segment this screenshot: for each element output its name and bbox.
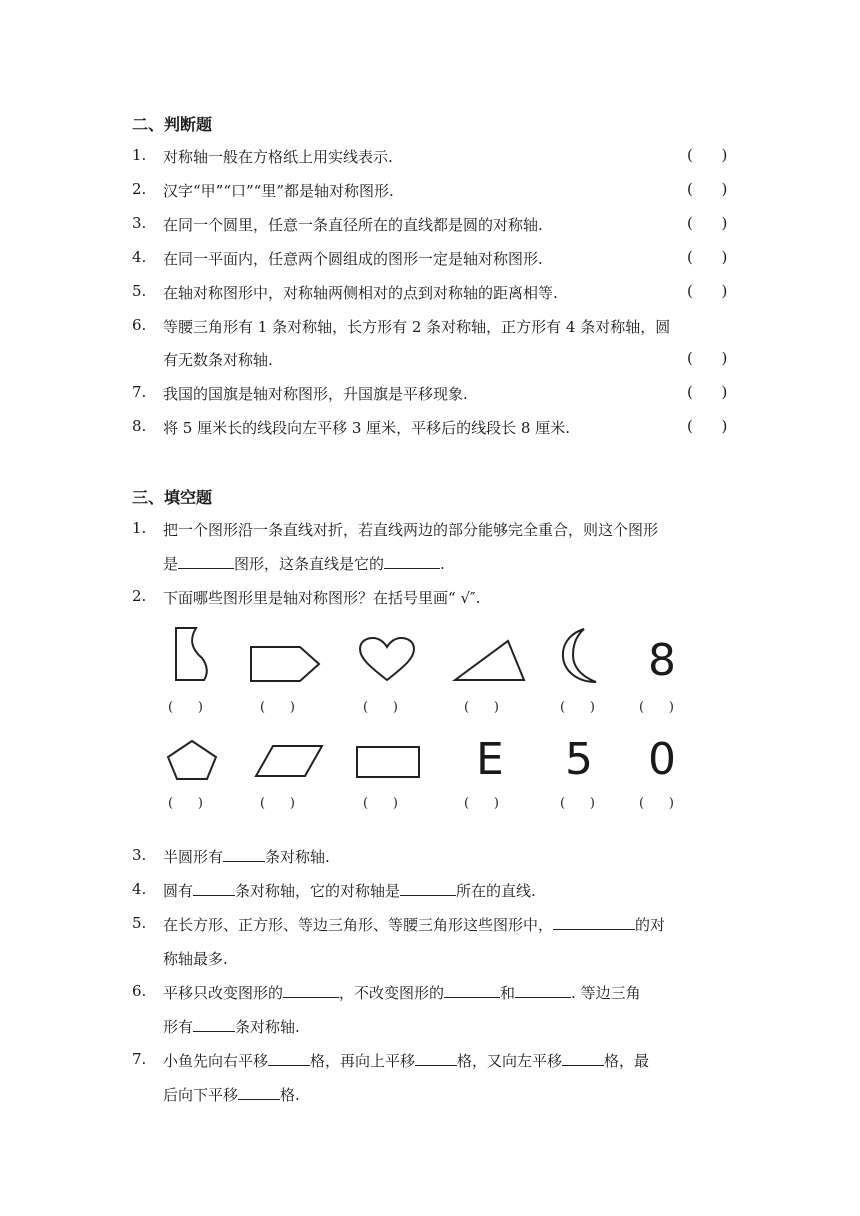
item-number: 2.: [132, 587, 147, 605]
section-title-fill-blank: 三、填空题: [132, 488, 213, 507]
parallelogram-figure: [253, 743, 325, 779]
item-number: 8.: [132, 417, 147, 435]
figure-answer-parentheses[interactable]: ( ): [168, 700, 203, 715]
blank-line[interactable]: [238, 1085, 280, 1100]
blank-line[interactable]: [384, 554, 440, 569]
judgment-item-text: 在同一平面内，任意两个圆组成的图形一定是轴对称图形.: [163, 250, 543, 268]
figure-answer-parentheses[interactable]: ( ): [639, 700, 674, 715]
item-number: 1.: [132, 146, 147, 164]
pentagon-figure: [165, 738, 219, 782]
item-number: 1.: [132, 519, 147, 537]
fill-item-text: 下面哪些图形里是轴对称图形？在括号里画“ √″.: [163, 589, 481, 607]
judgment-item-text: 等腰三角形有 1 条对称轴，长方形有 2 条对称轴，正方形有 4 条对称轴，圆: [163, 318, 671, 336]
fill-item-text: 把一个图形沿一条直线对折，若直线两边的部分能够完全重合，则这个图形: [163, 521, 659, 539]
fill-item-text-cont: 形有 条对称轴.: [163, 1018, 300, 1036]
heart-figure: [357, 636, 417, 684]
answer-parentheses[interactable]: ( ): [687, 282, 728, 300]
fill-item-text: 半圆形有 条对称轴.: [163, 848, 330, 866]
fill-item-text: 小鱼先向右平移 格，再向上平移 格，又向左平移 格，最: [163, 1052, 650, 1070]
judgment-item-text: 对称轴一般在方格纸上用实线表示.: [163, 148, 393, 166]
figure-answer-parentheses[interactable]: ( ): [560, 700, 595, 715]
figure-answer-parentheses[interactable]: ( ): [168, 796, 203, 811]
blank-line[interactable]: [283, 983, 339, 998]
fill-item-text: 是 图形，这条直线是它的 .: [163, 555, 445, 573]
item-number: 6.: [132, 316, 147, 334]
blank-line[interactable]: [193, 881, 235, 896]
fill-item-text-cont: 称轴最多.: [163, 950, 228, 968]
curved-shape-figure: [170, 626, 216, 684]
item-number: 3.: [132, 846, 147, 864]
digit-8-figure: 8: [648, 635, 676, 686]
blank-line[interactable]: [562, 1051, 604, 1066]
answer-parentheses[interactable]: ( ): [687, 180, 728, 198]
answer-parentheses[interactable]: ( ): [687, 349, 728, 367]
section-title-judgment: 二、判断题: [132, 115, 213, 134]
fill-item-text: 圆有 条对称轴，它的对称轴是 所在的直线.: [163, 882, 536, 900]
judgment-item-text: 汉字“甲”“口”“里”都是轴对称图形.: [163, 182, 394, 200]
judgment-item-text: 将 5 厘米长的线段向左平移 3 厘米，平移后的线段长 8 厘米.: [163, 419, 571, 437]
answer-parentheses[interactable]: ( ): [687, 146, 728, 164]
item-number: 6.: [132, 982, 147, 1000]
blank-line[interactable]: [415, 1051, 457, 1066]
digit-0-figure: 0: [648, 734, 676, 785]
answer-parentheses[interactable]: ( ): [687, 214, 728, 232]
letter-E-figure: E: [476, 734, 504, 785]
figure-answer-parentheses[interactable]: ( ): [363, 700, 398, 715]
answer-parentheses[interactable]: ( ): [687, 383, 728, 401]
fill-item-text-cont: 后向下平移 格.: [163, 1086, 300, 1104]
blank-line[interactable]: [268, 1051, 310, 1066]
blank-line[interactable]: [515, 983, 571, 998]
blank-line[interactable]: [223, 847, 265, 862]
rectangle-figure: [355, 745, 421, 779]
answer-parentheses[interactable]: ( ): [687, 417, 728, 435]
blank-line[interactable]: [553, 915, 635, 930]
item-number: 2.: [132, 180, 147, 198]
item-number: 5.: [132, 914, 147, 932]
figure-answer-parentheses[interactable]: ( ): [560, 796, 595, 811]
answer-parentheses[interactable]: ( ): [687, 248, 728, 266]
judgment-item-text: 在轴对称图形中，对称轴两侧相对的点到对称轴的距离相等.: [163, 284, 558, 302]
item-number: 5.: [132, 282, 147, 300]
item-number: 7.: [132, 1050, 147, 1068]
figure-answer-parentheses[interactable]: ( ): [639, 796, 674, 811]
figure-answer-parentheses[interactable]: ( ): [260, 700, 295, 715]
fill-item-text: 平移只改变图形的 ，不改变图形的 和 . 等边三角: [163, 984, 641, 1002]
digit-5-figure: 5: [565, 734, 593, 785]
blank-line[interactable]: [400, 881, 456, 896]
item-number: 3.: [132, 214, 147, 232]
judgment-item-text-cont: 有无数条对称轴.: [163, 351, 273, 369]
crescent-moon-figure: [558, 626, 602, 686]
item-number: 4.: [132, 880, 147, 898]
blank-line[interactable]: [444, 983, 500, 998]
figure-answer-parentheses[interactable]: ( ): [464, 700, 499, 715]
item-number: 7.: [132, 383, 147, 401]
judgment-item-text: 在同一个圆里，任意一条直径所在的直线都是圆的对称轴.: [163, 216, 543, 234]
triangle-figure: [452, 638, 528, 684]
figure-answer-parentheses[interactable]: ( ): [363, 796, 398, 811]
blank-line[interactable]: [178, 554, 234, 569]
figure-answer-parentheses[interactable]: ( ): [464, 796, 499, 811]
fill-item-text: 在长方形、正方形、等边三角形、等腰三角形这些图形中， 的对: [163, 916, 666, 934]
judgment-item-text: 我国的国旗是轴对称图形，升国旗是平移现象.: [163, 385, 468, 403]
pentagon-arrow-figure: [248, 644, 322, 684]
blank-line[interactable]: [193, 1017, 235, 1032]
item-number: 4.: [132, 248, 147, 266]
figure-answer-parentheses[interactable]: ( ): [260, 796, 295, 811]
